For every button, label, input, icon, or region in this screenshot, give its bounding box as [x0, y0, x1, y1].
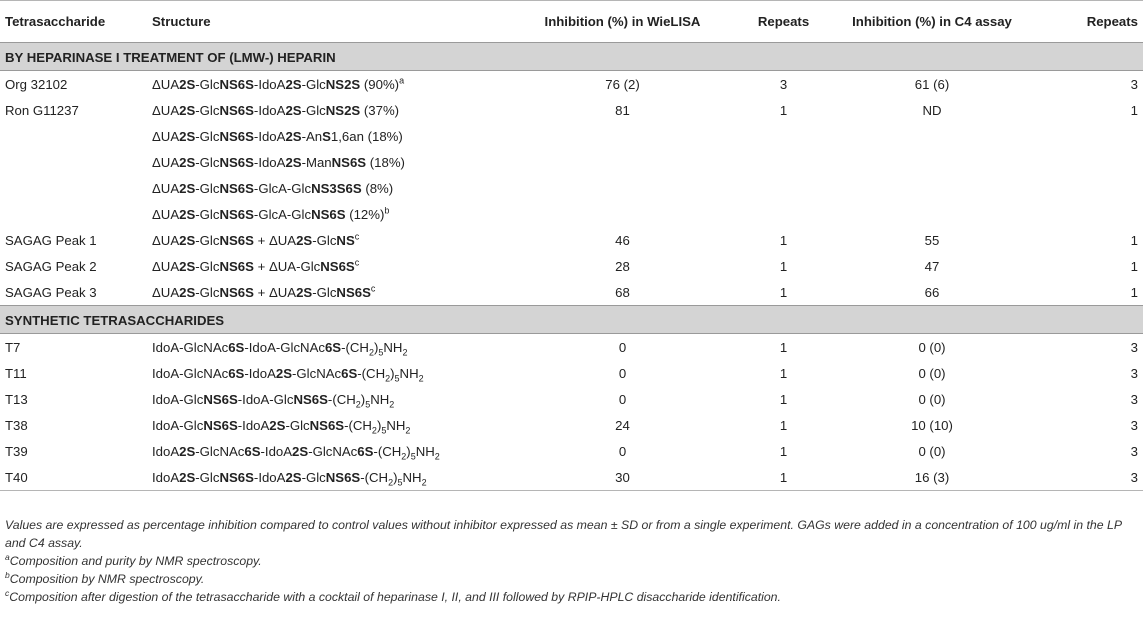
structure-segment: -Glc — [195, 154, 220, 170]
structure-segment: 5 — [378, 347, 384, 358]
structure-segment: (90%) — [360, 76, 400, 92]
structure-segment: -IdoA — [253, 154, 286, 170]
footnote-b — [5, 570, 1140, 588]
table-row — [0, 279, 1143, 306]
cell-repeats-2: 1 — [1130, 258, 1138, 274]
structure-segment: -IdoA — [244, 365, 276, 381]
structure-segment: ΔUA — [152, 232, 180, 248]
cell-structure — [147, 386, 515, 412]
cell-repeats-2: 3 — [1130, 417, 1138, 433]
section-title: SYNTHETIC TETRASACCHARIDES — [0, 306, 1143, 334]
structure-segment: 2 — [388, 477, 394, 488]
structure-segment: IdoA-GlcNAc — [152, 365, 229, 381]
structure-segment: -Glc — [195, 469, 220, 485]
structure-segment: -Glc — [195, 258, 220, 274]
structure-segment: 6S — [244, 443, 261, 459]
footnote-a-text: Composition and purity by NMR spectroscopy. — [9, 554, 262, 568]
cell-repeats-2: 3 — [1130, 391, 1138, 407]
cell-tetrasaccharide: T39 — [5, 443, 28, 459]
cell-inhibition-wielisa — [515, 175, 725, 201]
structure-segment: ΔUA — [152, 258, 180, 274]
structure-segment: -IdoA-Glc — [237, 391, 294, 407]
footnote-a — [5, 552, 1140, 570]
structure-segment: -Glc — [301, 76, 326, 92]
cell-tetrasaccharide — [0, 123, 147, 149]
structure-segment: NS6S — [203, 417, 238, 433]
cell-tetrasaccharide: T13 — [5, 391, 28, 407]
structure-segment: ) — [373, 339, 379, 355]
structure-segment: NS6S — [320, 258, 355, 274]
cell-structure — [147, 279, 515, 306]
structure-segment: S — [322, 128, 331, 144]
structure-segment: ΔUA — [152, 76, 180, 92]
cell-inhibition-c4: 16 (3) — [837, 464, 1022, 491]
table-row — [0, 386, 1143, 412]
cell-inhibition-c4: 66 — [924, 284, 940, 300]
structure-segment: c — [370, 283, 376, 294]
structure-segment: NH — [370, 391, 390, 407]
structure-segment: 2 — [355, 399, 361, 410]
structure-segment: ) — [406, 443, 411, 459]
structure-segment: -(CH — [344, 417, 372, 433]
structure-segment: NS6S — [219, 154, 254, 170]
cell-repeats-1: 1 — [779, 391, 788, 407]
structure-segment: 6S — [357, 443, 374, 459]
cell-inhibition-wielisa: 0 — [618, 365, 627, 381]
cell-inhibition-c4 — [837, 149, 1022, 175]
cell-repeats-2 — [1022, 175, 1143, 201]
structure-segment: ΔUA — [152, 284, 180, 300]
cell-repeats-1 — [725, 201, 837, 227]
cell-inhibition-wielisa: 0 — [618, 443, 627, 459]
structure-segment: -(CH — [357, 365, 386, 381]
cell-repeats-1: 1 — [779, 258, 788, 274]
cell-structure — [147, 149, 515, 175]
structure-segment: 2S — [179, 232, 196, 248]
structure-segment: 2S — [179, 128, 196, 144]
cell-inhibition-wielisa: 81 — [615, 102, 630, 118]
structure-segment: NH — [402, 469, 422, 485]
cell-tetrasaccharide: T7 — [5, 339, 21, 355]
structure-segment: 2 — [402, 347, 408, 358]
structure-segment: -IdoA-GlcNAc — [244, 339, 325, 355]
cell-tetrasaccharide — [0, 149, 147, 175]
cell-repeats-2 — [1022, 149, 1143, 175]
structure-segment: -IdoA — [253, 128, 286, 144]
structure-segment: 2S — [285, 102, 302, 118]
cell-inhibition-wielisa — [515, 123, 725, 149]
structure-segment: -GlcA-Glc — [253, 180, 312, 196]
table-row — [0, 149, 1143, 175]
structure-segment: NS6S — [219, 206, 254, 222]
structure-segment: c — [354, 231, 360, 242]
cell-structure — [147, 97, 515, 123]
structure-segment: -IdoA — [253, 76, 286, 92]
structure-segment: + ΔUA-Glc — [253, 258, 321, 274]
footnote-b-text: Composition by NMR spectroscopy. — [9, 572, 205, 586]
structure-segment: -An — [301, 128, 323, 144]
cell-tetrasaccharide: T11 — [5, 365, 27, 381]
structure-segment: ΔUA — [152, 180, 180, 196]
structure-segment: 2 — [385, 373, 391, 384]
structure-segment: 2S — [179, 76, 196, 92]
cell-repeats-2: 3 — [1130, 365, 1138, 381]
structure-segment: ) — [390, 365, 395, 381]
cell-structure — [147, 201, 515, 227]
structure-segment: + ΔUA — [253, 232, 297, 248]
structure-segment: NS6S — [219, 284, 254, 300]
cell-tetrasaccharide: T38 — [5, 417, 28, 433]
structure-segment: 5 — [394, 373, 400, 384]
cell-inhibition-c4: 61 (6) — [914, 76, 950, 92]
header-inhibition-wielisa: Inhibition (%) in WieLISA — [515, 1, 725, 43]
structure-segment: 2 — [401, 451, 407, 462]
cell-tetrasaccharide: SAGAG Peak 1 — [5, 232, 97, 248]
cell-structure — [147, 334, 515, 361]
table-row — [0, 334, 1143, 361]
structure-segment: -Glc — [301, 469, 326, 485]
structure-segment: 5 — [381, 425, 387, 436]
cell-inhibition-c4: ND — [922, 102, 942, 118]
structure-segment: NS6S — [219, 128, 254, 144]
structure-segment: 2 — [421, 477, 427, 488]
structure-segment: 5 — [397, 477, 403, 488]
structure-segment: 5 — [410, 451, 416, 462]
structure-segment: 2S — [285, 154, 302, 170]
cell-inhibition-wielisa: 0 — [618, 339, 627, 355]
cell-tetrasaccharide: SAGAG Peak 2 — [5, 258, 97, 274]
structure-segment: 2S — [296, 232, 313, 248]
structure-segment: -Glc — [195, 102, 220, 118]
structure-segment: 2S — [275, 365, 293, 381]
structure-segment: IdoA-Glc — [152, 417, 204, 433]
cell-structure — [147, 412, 515, 438]
structure-segment: ΔUA — [152, 102, 180, 118]
structure-segment: 2S — [179, 258, 196, 274]
structure-segment: NS6S — [219, 102, 254, 118]
structure-segment: 2 — [418, 373, 424, 384]
structure-segment: NS3S6S — [311, 180, 362, 196]
structure-segment: -GlcNAc — [308, 443, 358, 459]
cell-repeats-1 — [725, 149, 837, 175]
structure-segment: -Glc — [312, 232, 337, 248]
cell-repeats-2 — [1022, 123, 1143, 149]
structure-segment: NH — [386, 417, 406, 433]
structure-segment: 2S — [285, 469, 302, 485]
section-header-row — [0, 306, 1143, 334]
cell-inhibition-wielisa: 76 (2) — [605, 76, 640, 92]
structure-segment: NS6S — [336, 284, 371, 300]
structure-segment: 6S — [341, 365, 358, 381]
cell-structure — [147, 253, 515, 279]
structure-segment: 5 — [365, 399, 371, 410]
cell-repeats-1: 1 — [779, 284, 788, 300]
structure-segment: -Glc — [195, 232, 220, 248]
cell-tetrasaccharide: T40 — [0, 464, 147, 491]
table-row — [0, 71, 1143, 98]
structure-segment: -(CH — [360, 469, 389, 485]
structure-segment: NS6S — [309, 417, 345, 433]
cell-structure — [147, 227, 515, 253]
cell-repeats-2: 3 — [1022, 464, 1143, 491]
cell-inhibition-c4: 47 — [924, 258, 940, 274]
cell-repeats-1: 1 — [779, 102, 788, 118]
cell-repeats-2: 1 — [1130, 232, 1138, 248]
structure-segment: 2 — [389, 399, 395, 410]
cell-inhibition-wielisa: 68 — [615, 284, 630, 300]
structure-segment: 1,6an (18%) — [330, 128, 403, 144]
structure-segment: NS6S — [325, 469, 361, 485]
structure-segment: (18%) — [366, 154, 405, 170]
structure-segment: -(CH — [341, 339, 369, 355]
table-row — [0, 412, 1143, 438]
cell-repeats-1: 1 — [779, 365, 788, 381]
cell-inhibition-wielisa: 24 — [615, 417, 630, 433]
structure-segment: NS — [336, 232, 355, 248]
structure-segment: 2S — [179, 180, 196, 196]
footnote-c — [5, 588, 1140, 606]
header-inhibition-c4: Inhibition (%) in C4 assay — [837, 1, 1022, 43]
cell-inhibition-c4: 0 (0) — [918, 339, 946, 355]
structure-segment: -Glc — [285, 417, 310, 433]
footnote-main: Values are expressed as percentage inhibition compared to control values without inhibitor expressed as mean ± SD or from a single experiment. GAGs were added in a concentration of 100 ug/ml in the LP and C4 assay. — [5, 518, 1122, 550]
structure-segment: NS6S — [219, 76, 254, 92]
structure-segment: 2S — [179, 154, 196, 170]
structure-segment: 2S — [179, 443, 196, 459]
table-row — [0, 360, 1143, 386]
cell-inhibition-c4 — [837, 123, 1022, 149]
structure-segment: NH — [399, 365, 419, 381]
cell-repeats-2 — [1022, 201, 1143, 227]
cell-repeats-2: 1 — [1130, 284, 1138, 300]
table-row — [0, 227, 1143, 253]
cell-tetrasaccharide — [0, 175, 147, 201]
cell-structure — [147, 175, 515, 201]
structure-segment: 6S — [228, 339, 245, 355]
cell-repeats-1 — [725, 123, 837, 149]
cell-inhibition-c4 — [837, 201, 1022, 227]
structure-segment: -Glc — [312, 284, 337, 300]
structure-segment: ) — [393, 469, 398, 485]
footnote-b-mark: b — [5, 569, 10, 580]
cell-repeats-2: 1 — [1130, 102, 1138, 118]
cell-repeats-1: 1 — [779, 232, 788, 248]
cell-inhibition-wielisa: 46 — [615, 232, 630, 248]
header-tetrasaccharide: Tetrasaccharide — [0, 1, 147, 43]
cell-inhibition-c4 — [837, 175, 1022, 201]
structure-segment: 2 — [405, 425, 411, 436]
structure-segment: 6S — [324, 339, 342, 355]
structure-segment: NS6S — [311, 206, 346, 222]
structure-segment: (12%) — [345, 206, 385, 222]
footnote-c-mark: c — [5, 587, 10, 598]
structure-segment: -IdoA — [253, 102, 286, 118]
structure-segment: IdoA — [152, 443, 180, 459]
structure-segment: ΔUA — [152, 206, 180, 222]
structure-segment: 2S — [179, 284, 196, 300]
cell-repeats-2: 3 — [1130, 339, 1138, 355]
structure-segment: -GlcNAc — [195, 443, 245, 459]
structure-segment: (37%) — [360, 102, 400, 118]
table-row — [0, 123, 1143, 149]
structure-segment: -(CH — [373, 443, 402, 459]
structure-segment: NS6S — [219, 258, 254, 274]
structure-segment: ) — [360, 391, 366, 407]
structure-segment: NS6S — [219, 180, 254, 196]
cell-structure — [147, 360, 515, 386]
structure-segment: 6S — [228, 365, 245, 381]
structure-segment: -(CH — [327, 391, 356, 407]
cell-tetrasaccharide: Org 32102 — [5, 76, 68, 92]
table-footnotes — [5, 516, 1140, 606]
structure-segment: NH — [415, 443, 435, 459]
structure-segment: 2 — [371, 425, 377, 436]
structure-segment: 2S — [296, 284, 313, 300]
cell-inhibition-c4: 0 (0) — [918, 391, 946, 407]
structure-segment: 2S — [179, 102, 196, 118]
structure-segment: -Glc — [195, 284, 220, 300]
header-row — [0, 1, 1143, 43]
structure-segment: 2 — [368, 347, 374, 358]
structure-segment: IdoA-Glc — [152, 391, 204, 407]
section-header-row — [0, 43, 1143, 71]
table-row — [0, 464, 1143, 491]
header-repeats-1: Repeats — [725, 1, 837, 43]
cell-repeats-1: 3 — [779, 76, 788, 92]
cell-repeats-2: 3 — [1130, 76, 1138, 92]
cell-inhibition-wielisa — [515, 149, 725, 175]
structure-segment: b — [384, 205, 390, 216]
structure-segment: c — [354, 257, 360, 268]
structure-segment: NS6S — [219, 232, 254, 248]
structure-segment: 2S — [179, 469, 196, 485]
cell-tetrasaccharide: SAGAG Peak 3 — [5, 284, 97, 300]
structure-segment: NS6S — [203, 391, 238, 407]
structure-segment: ΔUA — [152, 154, 180, 170]
cell-tetrasaccharide — [0, 201, 147, 227]
structure-segment: 2S — [179, 206, 196, 222]
structure-segment: -Glc — [195, 76, 220, 92]
structure-segment: ΔUA — [152, 128, 180, 144]
structure-segment: NS2S — [325, 76, 361, 92]
structure-segment: 2S — [292, 443, 309, 459]
structure-segment: -GlcNAc — [292, 365, 342, 381]
structure-segment: NH — [383, 339, 403, 355]
table-row — [0, 175, 1143, 201]
structure-segment: -Glc — [301, 102, 326, 118]
header-structure: Structure — [147, 1, 515, 43]
structure-segment: NS6S — [331, 154, 367, 170]
structure-segment: NS2S — [325, 102, 361, 118]
cell-repeats-1: 1 — [725, 464, 837, 491]
structure-segment: ) — [376, 417, 382, 433]
cell-repeats-1 — [725, 175, 837, 201]
structure-segment: 2S — [285, 128, 302, 144]
cell-inhibition-c4: 0 (0) — [918, 365, 946, 381]
structure-segment: -Glc — [195, 206, 220, 222]
structure-segment: -IdoA — [260, 443, 293, 459]
structure-segment: -IdoA — [237, 417, 270, 433]
cell-inhibition-c4: 0 (0) — [918, 443, 946, 459]
structure-segment: -Glc — [195, 128, 220, 144]
structure-segment: NS6S — [293, 391, 328, 407]
table-row — [0, 201, 1143, 227]
cell-inhibition-wielisa: 0 — [618, 391, 627, 407]
cell-repeats-1: 1 — [779, 417, 788, 433]
cell-inhibition-c4: 10 (10) — [911, 417, 953, 433]
structure-segment: -Glc — [195, 180, 220, 196]
cell-structure — [147, 438, 515, 464]
cell-inhibition-c4: 55 — [924, 232, 940, 248]
footnote-c-text: Composition after digestion of the tetrasaccharide with a cocktail of heparinase I, II, and III followed by RPIP-HPLC disaccharide identification. — [9, 590, 781, 604]
cell-tetrasaccharide: Ron G11237 — [5, 102, 79, 118]
structure-segment: (8%) — [361, 180, 394, 196]
structure-segment: a — [399, 75, 405, 86]
cell-structure — [147, 464, 515, 491]
structure-segment: 2S — [285, 76, 302, 92]
structure-segment: 2 — [434, 451, 440, 462]
cell-repeats-1: 1 — [779, 339, 788, 355]
cell-repeats-1: 1 — [779, 443, 788, 459]
table-row — [0, 438, 1143, 464]
structure-segment: -GlcA-Glc — [253, 206, 312, 222]
structure-segment: 2S — [269, 417, 286, 433]
footnote-a-mark: a — [5, 551, 10, 562]
structure-segment: NS6S — [219, 469, 254, 485]
table-row — [0, 253, 1143, 279]
structure-segment: IdoA-GlcNAc — [152, 339, 229, 355]
structure-segment: -Man — [301, 154, 332, 170]
cell-inhibition-wielisa: 28 — [615, 258, 630, 274]
cell-repeats-2: 3 — [1130, 443, 1138, 459]
table-row — [0, 97, 1143, 123]
cell-inhibition-wielisa: 30 — [515, 464, 725, 491]
section-title: BY HEPARINASE I TREATMENT OF (LMW-) HEPARIN — [0, 43, 1143, 71]
header-repeats-2: Repeats — [1022, 1, 1143, 43]
structure-segment: + ΔUA — [253, 284, 297, 300]
cell-inhibition-wielisa — [515, 201, 725, 227]
cell-structure — [147, 123, 515, 149]
structure-segment: -IdoA — [253, 469, 286, 485]
structure-segment: IdoA — [152, 469, 180, 485]
table-body — [0, 43, 1143, 491]
cell-structure — [147, 71, 515, 98]
